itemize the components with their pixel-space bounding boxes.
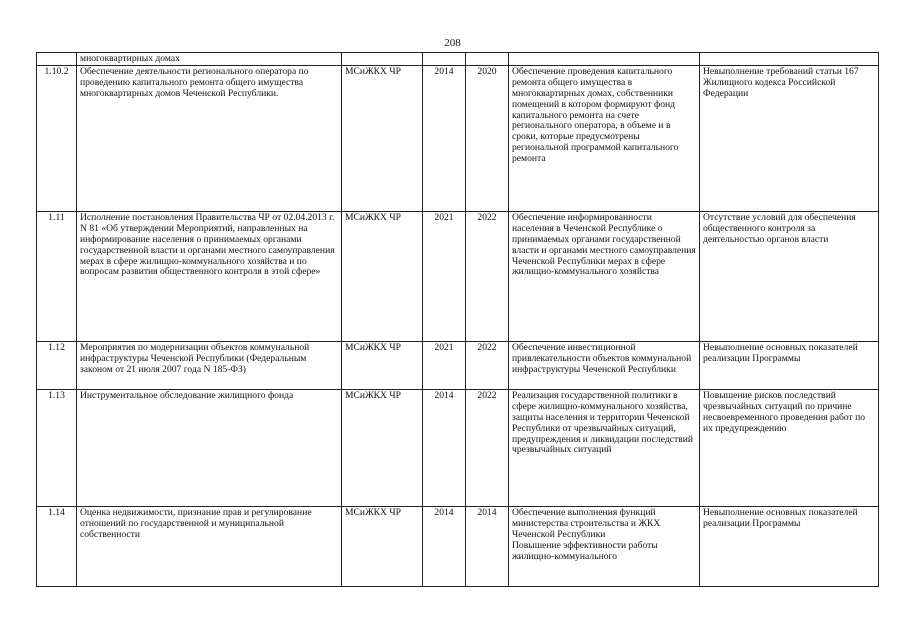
row-number-cell: 1.13: [37, 389, 77, 506]
measure-title-cell: многоквартирных домах: [77, 53, 342, 66]
measure-title-cell: Обеспечение деятельности регионального оператора по проведению капитального ремонта общего имущества многоквартирных домов Чеченской Республики.: [77, 65, 342, 211]
table-row: [37, 211, 879, 341]
responsible-cell: [342, 53, 423, 66]
expected-result-cell-line: Повышение эффективности работы жилищно-коммунального: [512, 539, 658, 562]
expected-result-cell: Обеспечение проведения капитального ремонта общего имущества в многоквартирных домах, собственники помещений в котором формируют фонд капитального ремонта на счете регионального оператора, в объеме и в сроки, которые предусмотрены региональной программой капитального ремонта: [509, 65, 700, 211]
table-row: [37, 53, 879, 66]
end-year-cell: [466, 53, 509, 66]
start-year-cell: 2014: [423, 389, 466, 506]
consequence-cell: [700, 53, 879, 66]
measure-title-cell: Оценка недвижимости, признание прав и регулирование отношений по государственной и муниципальной собственности: [77, 506, 342, 586]
expected-result-cell: Обеспечение инвестиционной привлекательности объектов коммунальной инфраструктуры Чеченской Республики: [509, 341, 700, 389]
end-year-cell: 2022: [466, 389, 509, 506]
consequence-cell: Невыполнение требований статьи 167 Жилищного кодекса Российской Федерации: [700, 65, 879, 211]
end-year-cell: 2020: [466, 65, 509, 211]
consequence-cell: Невыполнение основных показателей реализации Программы: [700, 506, 879, 586]
responsible-cell: МСиЖКХ ЧР: [342, 389, 423, 506]
expected-result-cell: Обеспечение информированности населения в Чеченской Республике о принимаемых органами государственной власти и органами местного самоуправления Чеченской Республики мерах в сфере жилищно-коммунального хозяйства: [509, 211, 700, 341]
row-number-cell: 1.14: [37, 506, 77, 586]
end-year-cell: 2022: [466, 211, 509, 341]
responsible-cell: МСиЖКХ ЧР: [342, 65, 423, 211]
responsible-cell: МСиЖКХ ЧР: [342, 211, 423, 341]
row-number-cell: 1.10.2: [37, 65, 77, 211]
expected-result-cell-line: Обеспечение выполнения функций министерства строительства и ЖКХ Чеченской Республики: [512, 506, 661, 540]
start-year-cell: 2014: [423, 506, 466, 586]
start-year-cell: 2021: [423, 341, 466, 389]
table-row: [37, 389, 879, 506]
start-year-cell: 2021: [423, 211, 466, 341]
consequence-cell: Повышение рисков последствий чрезвычайных ситуаций по причине несвоевременного проведения работ по их предупреждению: [700, 389, 879, 506]
start-year-cell: [423, 53, 466, 66]
end-year-cell: 2022: [466, 341, 509, 389]
responsible-cell: МСиЖКХ ЧР: [342, 341, 423, 389]
program-measures-table: [36, 52, 879, 587]
table-row: [37, 341, 879, 389]
measure-title-cell: Мероприятия по модернизации объектов коммунальной инфраструктуры Чеченской Республики (Федеральным законом от 21 июля 2007 года N 185-ФЗ): [77, 341, 342, 389]
end-year-cell: 2014: [466, 506, 509, 586]
start-year-cell: 2014: [423, 65, 466, 211]
row-number-cell: 1.12: [37, 341, 77, 389]
consequence-cell: Отсутствие условий для обеспечения общественного контроля за деятельностью органов власти: [700, 211, 879, 341]
consequence-cell: Невыполнение основных показателей реализации Программы: [700, 341, 879, 389]
expected-result-cell: Реализация государственной политики в сфере жилищно-коммунального хозяйства, защиты населения и территории Чеченской Республики от чрезвычайных ситуаций, предупреждения и ликвидации последствий чрезвычайных ситуаций: [509, 389, 700, 506]
row-number-cell: [37, 53, 77, 66]
measure-title-cell: Инструментальное обследование жилищного фонда: [77, 389, 342, 506]
expected-result-cell: [509, 506, 700, 586]
table-row: [37, 506, 879, 586]
row-number-cell: 1.11: [37, 211, 77, 341]
table-row: [37, 65, 879, 211]
measure-title-cell: Исполнение постановления Правительства ЧР от 02.04.2013 г. N 81 «Об утверждении Мероприятий, направленных на информирование населения о принимаемых органами государственной власти и органами местного самоуправления мерах в сфере жилищно-коммунального хозяйства и по вопросам развития общественного контроля в этой сфере»: [77, 211, 342, 341]
responsible-cell: МСиЖКХ ЧР: [342, 506, 423, 586]
page-number: 208: [444, 37, 461, 49]
expected-result-cell: [509, 53, 700, 66]
